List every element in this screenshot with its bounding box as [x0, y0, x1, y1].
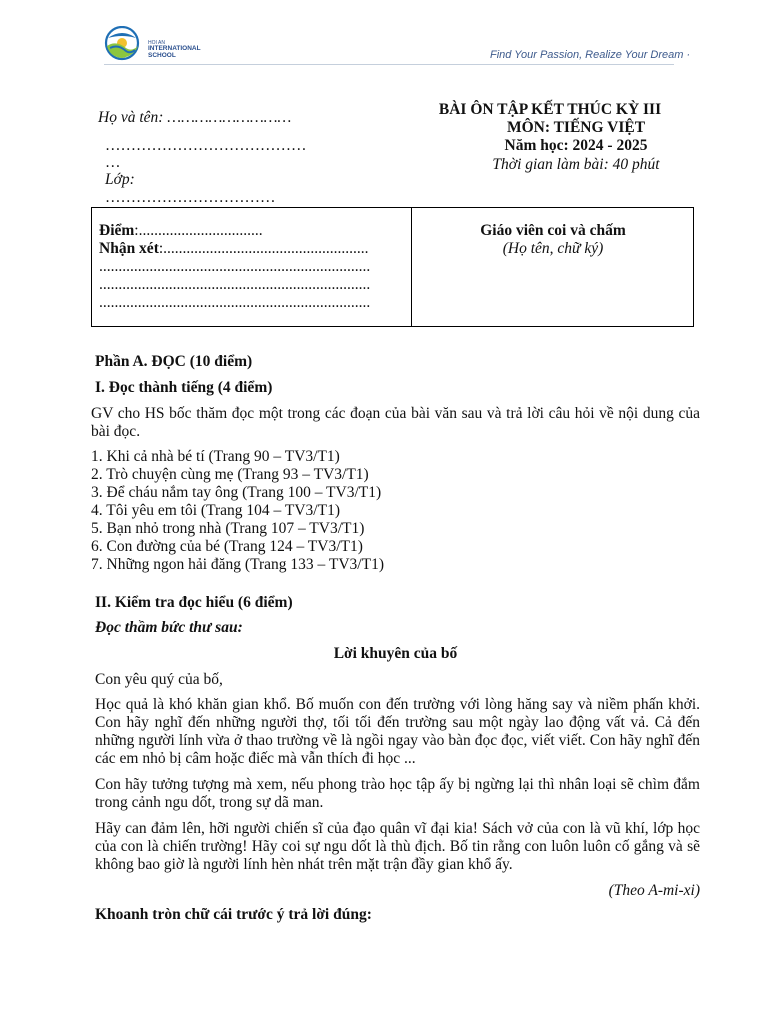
- comment-line: [99, 240, 369, 258]
- comment-label: Nhận xét: [99, 240, 159, 257]
- class-label: Lớp:: [105, 171, 135, 188]
- exam-year: Năm học: 2024 - 2025: [504, 137, 648, 154]
- score-dots: :................................: [134, 222, 263, 239]
- reading-item: 3. Để cháu nắm tay ông (Trang 100 – TV3/T1): [91, 484, 382, 501]
- question-instruction: Khoanh tròn chữ cái trước ý trả lời đúng:: [95, 906, 372, 923]
- reading-item: 7. Những ngon hải đăng (Trang 133 – TV3/T1): [91, 556, 384, 573]
- letter-paragraph-3: Hãy can đảm lên, hỡi người chiến sĩ của đạo quân vĩ đại kia! Sách vở của con là vũ khí, lớp học của con là chiến trường! Hãy coi sự ngu dốt là thù địch. Bố tin rằng con luôn luôn cố gắng và sẽ không bao giờ là người lính hèn nhát trên mặt trận đầy gian khổ ấy.: [95, 820, 700, 873]
- school-logo: [104, 26, 224, 62]
- reading-item: 6. Con đường của bé (Trang 124 – TV3/T1): [91, 538, 363, 555]
- school-small-label: HOI AN: [148, 40, 165, 46]
- teacher-note: (Họ tên, chữ ký): [502, 240, 604, 257]
- reading-item: 5. Bạn nhỏ trong nhà (Trang 107 – TV3/T1): [91, 520, 365, 537]
- student-name-dots: …………………………………: [105, 137, 307, 154]
- section2-instruction: Đọc thầm bức thư sau:: [95, 619, 243, 636]
- reading-item: 2. Trò chuyện cùng mẹ (Trang 93 – TV3/T1): [91, 466, 369, 483]
- letter-paragraph-2: Con hãy tưởng tượng mà xem, nếu phong trào học tập ấy bị ngừng lại thì nhân loại sẽ chìm đắm trong cảnh ngu dốt, trong sự dã man.: [95, 776, 700, 811]
- section1-title: I. Đọc thành tiếng (4 điểm): [95, 379, 273, 396]
- letter-title: Lời khuyên của bố: [333, 645, 458, 662]
- school-name-line1: INTERNATIONAL: [148, 45, 201, 52]
- comment-dots-line: ......................................................................: [99, 294, 371, 311]
- letter-paragraph-1: Học quả là khó khăn gian khổ. Bố muốn con đến trường với lòng hăng say và niềm phấn khởi. Con hãy nghĩ đến những người thợ, tối tối đến trường sau một ngày lao động vất vả. Cả đến những người lính vừa ở thao trường về là ngồi ngay vào bàn đọc đọc, viết viết. Con hãy nghĩ đến các em nhỏ bị câm hoặc điếc mà vẫn thích đi học ...: [95, 696, 700, 767]
- exam-subject: MÔN: TIẾNG VIỆT: [506, 119, 646, 136]
- comment-dots: :.....................................................: [158, 240, 369, 257]
- score-label: Điểm: [99, 222, 135, 239]
- school-name-line2: SCHOOL: [148, 52, 176, 59]
- reading-item: 1. Khi cả nhà bé tí (Trang 90 – TV3/T1): [91, 448, 340, 465]
- exam-time: Thời gian làm bài: 40 phút: [492, 156, 660, 173]
- student-name-line: Họ và tên: ………………………: [98, 109, 292, 126]
- teacher-title: Giáo viên coi và chấm: [480, 222, 626, 239]
- comment-dots-line: ......................................................................: [99, 258, 371, 275]
- score-line: [99, 222, 263, 240]
- section2-title: II. Kiểm tra đọc hiểu (6 điểm): [95, 594, 293, 611]
- letter-source: (Theo A-mi-xi): [608, 882, 700, 899]
- school-tagline: Find Your Passion, Realize Your Dream ·: [490, 49, 691, 61]
- class-dots: ……………………………: [105, 189, 276, 206]
- letter-greeting: Con yêu quý của bố,: [95, 671, 223, 688]
- reading-item: 4. Tôi yêu em tôi (Trang 104 – TV3/T1): [91, 502, 340, 519]
- section1-intro: GV cho HS bốc thăm đọc một trong các đoạn của bài văn sau và trả lời câu hỏi về nội dung của bài đọc.: [91, 405, 700, 440]
- header-rule: [104, 64, 674, 65]
- comment-dots-line: ......................................................................: [99, 276, 371, 293]
- school-logo-icon: [104, 26, 142, 62]
- part-a-title: Phần A. ĐỌC (10 điểm): [95, 353, 253, 370]
- exam-title: BÀI ÔN TẬP KẾT THÚC KỲ III: [438, 101, 662, 118]
- student-name-dots-cont: …: [105, 154, 121, 171]
